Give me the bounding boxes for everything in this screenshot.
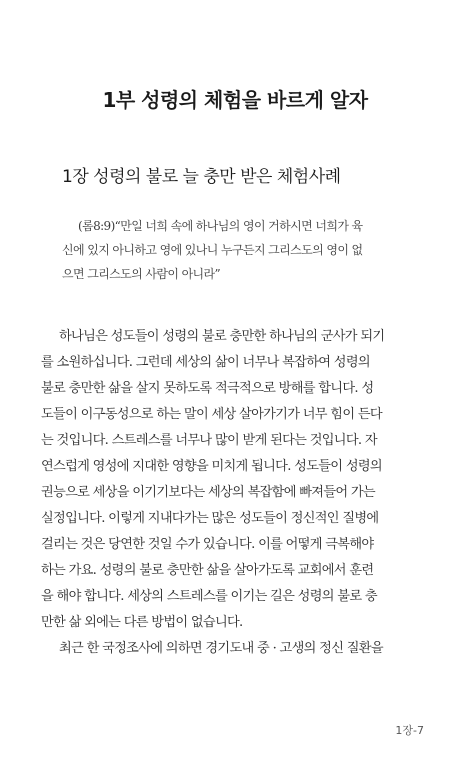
quote-line: 신에 있지 아니하고 영에 있나니 누구든지 그리스도의 영이 없 — [62, 243, 363, 257]
body-line: 을 해야 합니다. 세상의 스트레스를 이기는 길은 성령의 불로 충 — [41, 589, 377, 604]
body-line: 실정입니다. 이렇게 지내다가는 많은 성도들이 정신적인 질병에 — [41, 511, 379, 526]
body-line: 연스럽게 영성에 지대한 영향을 미치게 됩니다. 성도들이 성령의 — [41, 459, 382, 474]
scripture-quote — [62, 214, 422, 286]
page-number: 1장-7 — [395, 724, 424, 737]
body-line: 를 소원하십니다. 그런데 세상의 삶이 너무나 복잡하여 성령의 — [41, 355, 370, 370]
body-line: 하는 가요. 성령의 불로 충만한 삶을 살아가도록 교회에서 훈련 — [41, 563, 374, 578]
body-line: 만한 삶 외에는 다른 방법이 없습니다. — [41, 615, 243, 630]
quote-line: 으면 그리스도의 사람이 아니라” — [62, 267, 221, 281]
body-line: 하나님은 성도들이 성령의 불로 충만한 하나님의 군사가 되기 — [59, 329, 385, 344]
part-title: 1부 성령의 체험을 바르게 알자 — [102, 88, 368, 112]
body-line: 걸리는 것은 당연한 것일 수가 있습니다. 이를 어떻게 극복해야 — [41, 537, 374, 552]
chapter-title: 1장 성령의 불로 늘 충만 받은 체험사례 — [62, 167, 341, 187]
body-line: 는 것입니다. 스트레스를 너무나 많이 받게 된다는 것입니다. 자 — [41, 433, 377, 448]
body-line: 최근 한 국정조사에 의하면 경기도내 중 · 고생의 정신 질환을 — [59, 641, 383, 656]
body-line: 도들이 이구동성으로 하는 말이 세상 살아가기가 너무 힘이 든다 — [41, 407, 382, 422]
quote-line: (롬8:9)“만일 너희 속에 하나님의 영이 거하시면 너희가 육 — [78, 219, 363, 233]
body-text — [41, 324, 433, 662]
body-line: 불로 충만한 삶을 살지 못하도록 적극적으로 방해를 합니다. 성 — [41, 381, 374, 396]
body-line: 권능으로 세상을 이기기보다는 세상의 복잡함에 빠져들어 가는 — [41, 485, 375, 500]
